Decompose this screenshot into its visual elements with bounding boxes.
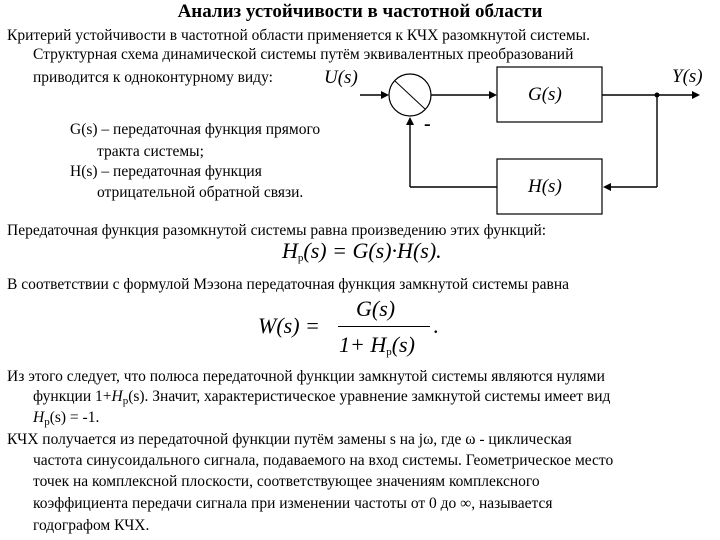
open-loop-text: Передаточная функция разомкнутой системы равна произведению этих функций: xyxy=(7,222,547,239)
formula-open-loop: $H_р(s) = G(s)\cdot H(s)$. xyxy=(282,238,442,264)
feedback-block-label: H(s) xyxy=(528,176,562,197)
kchh-line-1: КЧХ получается из передаточной функции путём замены s на jω, где ω - циклическая xyxy=(7,431,572,448)
minus-sign: - xyxy=(424,113,431,135)
kchh-line-5: годографом КЧХ. xyxy=(33,517,150,534)
def-h-line-2: отрицательной обратной связи. xyxy=(97,184,304,201)
intro-line-3: приводится к одноконтурному виду: xyxy=(33,69,273,86)
def-g-line-2: тракта системы; xyxy=(97,143,204,160)
formula-numerator: G(s) xyxy=(356,296,396,321)
def-g-line-1: G(s) – передаточная функция прямого xyxy=(70,121,321,138)
intro-line-1: Критерий устойчивости в частотной области применяется к КЧХ разомкнутой системы. xyxy=(7,27,590,44)
kchh-line-3: точек на комплексной плоскости, соответствующее значениям комплексного xyxy=(33,473,540,490)
kchh-line-2: частота синусоидального сигнала, подаваемого на вход системы. Геометрическое место xyxy=(33,452,614,469)
page-title: Анализ устойчивости в частотной области xyxy=(177,1,543,22)
kchh-line-4: коэффициента передачи сигнала при изменении частоты от 0 до ∞, называется xyxy=(33,495,553,512)
output-arrow xyxy=(692,91,700,99)
output-label: Y(s) xyxy=(672,66,703,87)
poles-line-3: $H_р(s) = -1$. xyxy=(33,409,100,428)
mason-text: В соответствии с формулой Мэзона передаточная функция замкнутой системы равна xyxy=(7,276,570,293)
forward-block-label: G(s) xyxy=(528,84,562,105)
poles-line-2: функции $1+H_р(s)$. Значит, характеристическое уравнение замкнутой системы имеет вид xyxy=(33,388,611,407)
summing-cross xyxy=(395,81,425,109)
intro-line-2: Структурная схема динамической системы путём эквивалентных преобразований xyxy=(33,46,574,63)
def-h-line-1: H(s) – передаточная функция xyxy=(70,163,262,180)
poles-line-1: Из этого следует, что полюса передаточной функции замкнутой системы являются нулями xyxy=(7,368,605,385)
feedback-arrow xyxy=(406,117,414,125)
formula-denominator: $1+ H_р(s)$ xyxy=(339,332,415,358)
formula-dot: . xyxy=(433,313,439,338)
input-arrow xyxy=(381,91,389,99)
formula-lhs: W(s) = xyxy=(258,313,320,338)
fraction-bar xyxy=(338,326,430,327)
input-label: U(s) xyxy=(324,67,358,88)
